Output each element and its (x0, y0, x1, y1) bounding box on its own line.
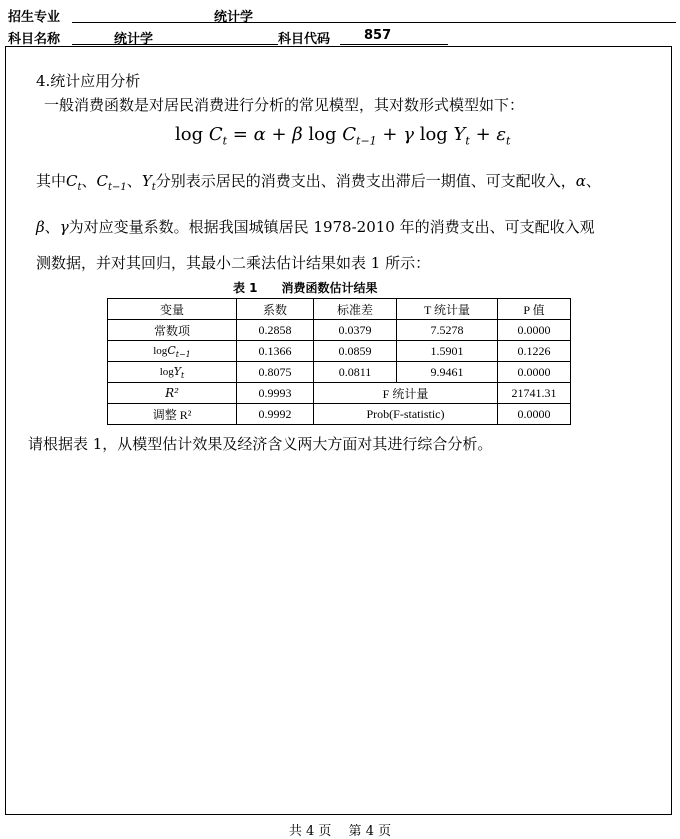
table-header-row (108, 299, 571, 320)
table-cell: 0.0379 (314, 320, 397, 341)
table-header-cell: T 统计量 (397, 299, 498, 320)
subject-value: 统计学 (114, 32, 154, 47)
table-cell: 9.9461 (397, 362, 498, 383)
question-closing: 请根据表 1，从模型估计效果及经济含义两大方面对其进行综合分析。 (28, 435, 493, 453)
variable-description-line1: 其中$C_t$、$C_{t-1}$、$Y_t$分别表示居民的消费支出、消费支出滞后一期值、可支配收入，α、 (36, 172, 601, 193)
r2-label: R² (108, 383, 237, 404)
table-cell: 0.0811 (314, 362, 397, 383)
table-header-cell: 变量 (108, 299, 237, 320)
table-header-cell: P 值 (498, 299, 571, 320)
f-stat-label: F 统计量 (314, 383, 498, 404)
question-title: 4.统计应用分析 (36, 72, 141, 90)
table-cell: 0.8075 (237, 362, 314, 383)
table-cell-log-c-lag: logC$_{t-1}$ (108, 341, 237, 362)
table-cell: 常数项 (108, 320, 237, 341)
table-cell: 1.5901 (397, 341, 498, 362)
r2-value: 0.9993 (237, 383, 314, 404)
prob-f-label: Prob(F-statistic) (314, 404, 498, 425)
table-cell: 0.0000 (498, 320, 571, 341)
table-row (108, 383, 571, 404)
major-value: 统计学 (214, 10, 254, 25)
table-cell-log-y: logY$_t$ (108, 362, 237, 383)
regression-table (107, 298, 571, 425)
question-intro: 一般消费函数是对居民消费进行分析的常见模型，其对数形式模型如下： (44, 96, 525, 114)
table-row (108, 404, 571, 425)
adj-r2-label: 调整 R² (108, 404, 237, 425)
table-header-cell: 系数 (237, 299, 314, 320)
variable-description-line3: 测数据，并对其回归，其最小二乘法估计结果如表 1 所示： (36, 254, 431, 272)
table-cell: 0.0000 (498, 362, 571, 383)
table-row (108, 320, 571, 341)
code-underline (340, 44, 448, 45)
model-equation: $\log C_t = \alpha + \beta$ $\log C_{t-1} + \gamma$ $\log Y_t + \varepsilon_t$ (175, 124, 511, 148)
code-label: 科目代码 (278, 32, 331, 47)
table-caption: 表 1 消费函数估计结果 (233, 281, 378, 295)
subject-label: 科目名称 (8, 32, 61, 47)
table-row (108, 362, 571, 383)
table-cell: 0.2858 (237, 320, 314, 341)
page-footer: 共 4 页 第 4 页 (288, 824, 392, 839)
subject-underline (72, 44, 278, 45)
table-cell: 0.1226 (498, 341, 571, 362)
f-stat-value: 21741.31 (498, 383, 571, 404)
table-cell: 0.0859 (314, 341, 397, 362)
table-cell: 7.5278 (397, 320, 498, 341)
major-label: 招生专业 (8, 10, 61, 25)
code-value: 857 (364, 28, 392, 43)
table-header-cell: 标准差 (314, 299, 397, 320)
adj-r2-value: 0.9992 (237, 404, 314, 425)
major-underline (72, 22, 676, 23)
variable-description-line2: β、γ为对应变量系数。根据我国城镇居民 1978-2010 年的消费支出、可支配收入观 (36, 218, 595, 236)
table-row (108, 341, 571, 362)
prob-f-value: 0.0000 (498, 404, 571, 425)
table-cell: 0.1366 (237, 341, 314, 362)
question-frame (5, 46, 672, 815)
